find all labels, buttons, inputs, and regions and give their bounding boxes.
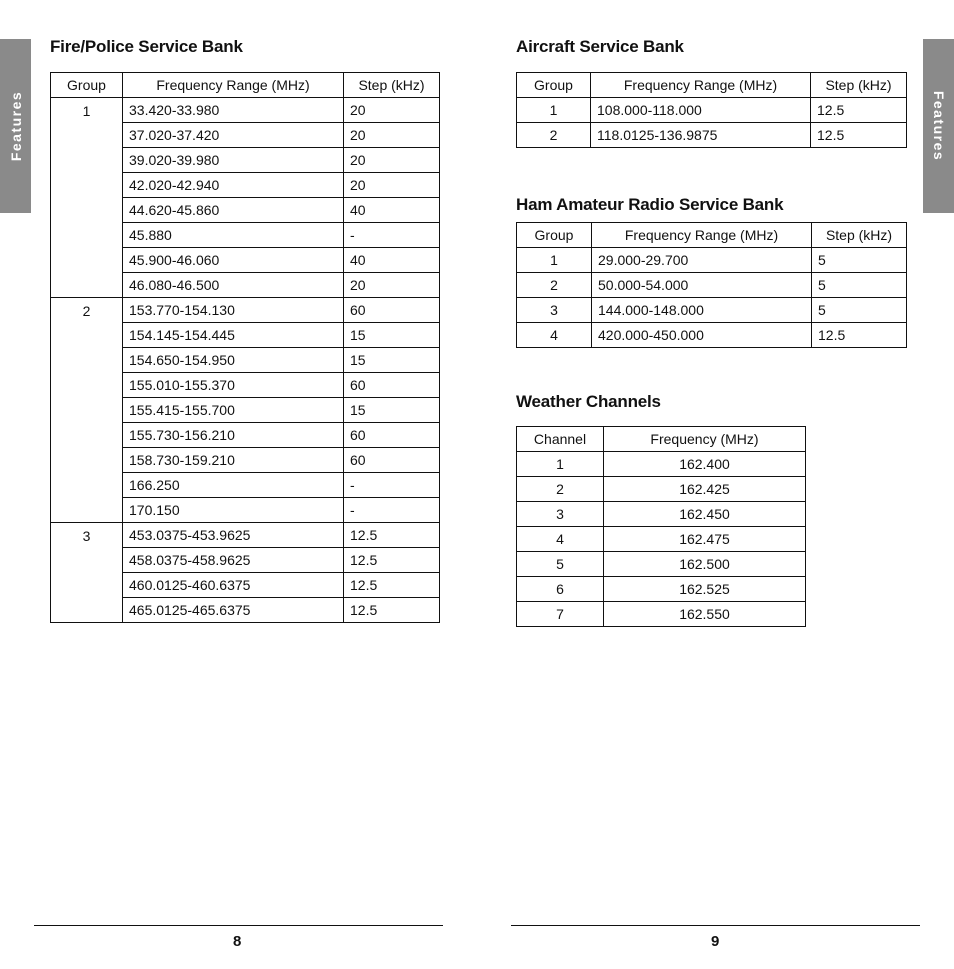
group-cell: 3 <box>51 523 123 623</box>
side-tab-label: Features <box>930 90 947 162</box>
step-cell: 15 <box>344 323 440 348</box>
step-cell: 60 <box>344 448 440 473</box>
group-cell: 2 <box>517 123 591 148</box>
column-header: Frequency (MHz) <box>604 427 806 452</box>
column-header: Group <box>517 223 592 248</box>
column-header: Step (kHz) <box>812 223 907 248</box>
table-row <box>51 98 440 123</box>
frequency-range-cell: 44.620-45.860 <box>123 198 344 223</box>
channel-cell: 5 <box>517 552 604 577</box>
group-cell: 4 <box>517 323 592 348</box>
table-row <box>517 527 806 552</box>
frequency-range-cell: 144.000-148.000 <box>592 298 812 323</box>
step-cell: 40 <box>344 248 440 273</box>
column-header: Frequency Range (MHz) <box>591 73 811 98</box>
frequency-cell: 162.550 <box>604 602 806 627</box>
frequency-cell: 162.400 <box>604 452 806 477</box>
frequency-range-cell: 155.415-155.700 <box>123 398 344 423</box>
table-row <box>517 273 907 298</box>
column-header: Frequency Range (MHz) <box>592 223 812 248</box>
step-cell: 12.5 <box>811 123 907 148</box>
column-header: Group <box>51 73 123 98</box>
frequency-range-cell: 39.020-39.980 <box>123 148 344 173</box>
aircraft-table <box>516 72 907 148</box>
frequency-range-cell: 170.150 <box>123 498 344 523</box>
table-row <box>517 602 806 627</box>
step-cell: 12.5 <box>344 523 440 548</box>
table-row <box>517 452 806 477</box>
frequency-cell: 162.525 <box>604 577 806 602</box>
frequency-range-cell: 460.0125-460.6375 <box>123 573 344 598</box>
side-tab-left <box>0 39 31 213</box>
frequency-range-cell: 153.770-154.130 <box>123 298 344 323</box>
frequency-range-cell: 29.000-29.700 <box>592 248 812 273</box>
step-cell: 12.5 <box>344 598 440 623</box>
frequency-range-cell: 458.0375-458.9625 <box>123 548 344 573</box>
channel-cell: 4 <box>517 527 604 552</box>
page-number-left: 8 <box>233 933 242 950</box>
step-cell: 5 <box>812 248 907 273</box>
group-cell: 3 <box>517 298 592 323</box>
table-header-row <box>517 223 907 248</box>
step-cell: - <box>344 223 440 248</box>
frequency-range-cell: 108.000-118.000 <box>591 98 811 123</box>
step-cell: - <box>344 498 440 523</box>
frequency-cell: 162.425 <box>604 477 806 502</box>
frequency-range-cell: 453.0375-453.9625 <box>123 523 344 548</box>
table-row <box>51 298 440 323</box>
step-cell: 20 <box>344 148 440 173</box>
frequency-range-cell: 155.010-155.370 <box>123 373 344 398</box>
step-cell: 15 <box>344 398 440 423</box>
frequency-range-cell: 33.420-33.980 <box>123 98 344 123</box>
table-row <box>517 577 806 602</box>
table-row <box>517 123 907 148</box>
page-number-right: 9 <box>711 933 720 950</box>
table-header-row <box>517 73 907 98</box>
fire-police-table <box>50 72 440 623</box>
table-row <box>517 98 907 123</box>
frequency-cell: 162.475 <box>604 527 806 552</box>
step-cell: 12.5 <box>812 323 907 348</box>
step-cell: 15 <box>344 348 440 373</box>
step-cell: 20 <box>344 123 440 148</box>
table-row <box>517 552 806 577</box>
column-header: Channel <box>517 427 604 452</box>
frequency-range-cell: 158.730-159.210 <box>123 448 344 473</box>
aircraft-title: Aircraft Service Bank <box>516 37 684 56</box>
step-cell: 5 <box>812 273 907 298</box>
frequency-range-cell: 118.0125-136.9875 <box>591 123 811 148</box>
frequency-range-cell: 166.250 <box>123 473 344 498</box>
table-row <box>517 502 806 527</box>
step-cell: 60 <box>344 298 440 323</box>
table-row <box>517 248 907 273</box>
weather-table <box>516 426 806 627</box>
frequency-range-cell: 50.000-54.000 <box>592 273 812 298</box>
step-cell: 40 <box>344 198 440 223</box>
step-cell: 60 <box>344 373 440 398</box>
step-cell: 5 <box>812 298 907 323</box>
frequency-range-cell: 46.080-46.500 <box>123 273 344 298</box>
group-cell: 2 <box>517 273 592 298</box>
channel-cell: 2 <box>517 477 604 502</box>
group-cell: 1 <box>51 98 123 298</box>
channel-cell: 3 <box>517 502 604 527</box>
step-cell: 12.5 <box>344 548 440 573</box>
frequency-range-cell: 465.0125-465.6375 <box>123 598 344 623</box>
step-cell: 12.5 <box>344 573 440 598</box>
frequency-cell: 162.450 <box>604 502 806 527</box>
fire-police-title: Fire/Police Service Bank <box>50 37 243 56</box>
side-tab-right <box>923 39 954 213</box>
channel-cell: 7 <box>517 602 604 627</box>
step-cell: 12.5 <box>811 98 907 123</box>
group-cell: 1 <box>517 248 592 273</box>
frequency-range-cell: 420.000-450.000 <box>592 323 812 348</box>
table-row <box>517 477 806 502</box>
frequency-range-cell: 45.900-46.060 <box>123 248 344 273</box>
table-row <box>51 523 440 548</box>
step-cell: 20 <box>344 98 440 123</box>
weather-title: Weather Channels <box>516 392 661 411</box>
column-header: Group <box>517 73 591 98</box>
table-header-row <box>517 427 806 452</box>
footer-rule-right <box>511 925 920 926</box>
group-cell: 2 <box>51 298 123 523</box>
footer-rule-left <box>34 925 443 926</box>
step-cell: 20 <box>344 173 440 198</box>
frequency-range-cell: 42.020-42.940 <box>123 173 344 198</box>
frequency-range-cell: 154.650-154.950 <box>123 348 344 373</box>
ham-table <box>516 222 907 348</box>
frequency-range-cell: 154.145-154.445 <box>123 323 344 348</box>
channel-cell: 6 <box>517 577 604 602</box>
step-cell: - <box>344 473 440 498</box>
column-header: Step (kHz) <box>811 73 907 98</box>
table-row <box>517 323 907 348</box>
column-header: Frequency Range (MHz) <box>123 73 344 98</box>
column-header: Step (kHz) <box>344 73 440 98</box>
table-row <box>517 298 907 323</box>
ham-title: Ham Amateur Radio Service Bank <box>516 195 784 214</box>
channel-cell: 1 <box>517 452 604 477</box>
step-cell: 60 <box>344 423 440 448</box>
group-cell: 1 <box>517 98 591 123</box>
side-tab-label: Features <box>7 90 24 162</box>
frequency-range-cell: 37.020-37.420 <box>123 123 344 148</box>
frequency-range-cell: 155.730-156.210 <box>123 423 344 448</box>
frequency-range-cell: 45.880 <box>123 223 344 248</box>
table-header-row <box>51 73 440 98</box>
frequency-cell: 162.500 <box>604 552 806 577</box>
step-cell: 20 <box>344 273 440 298</box>
